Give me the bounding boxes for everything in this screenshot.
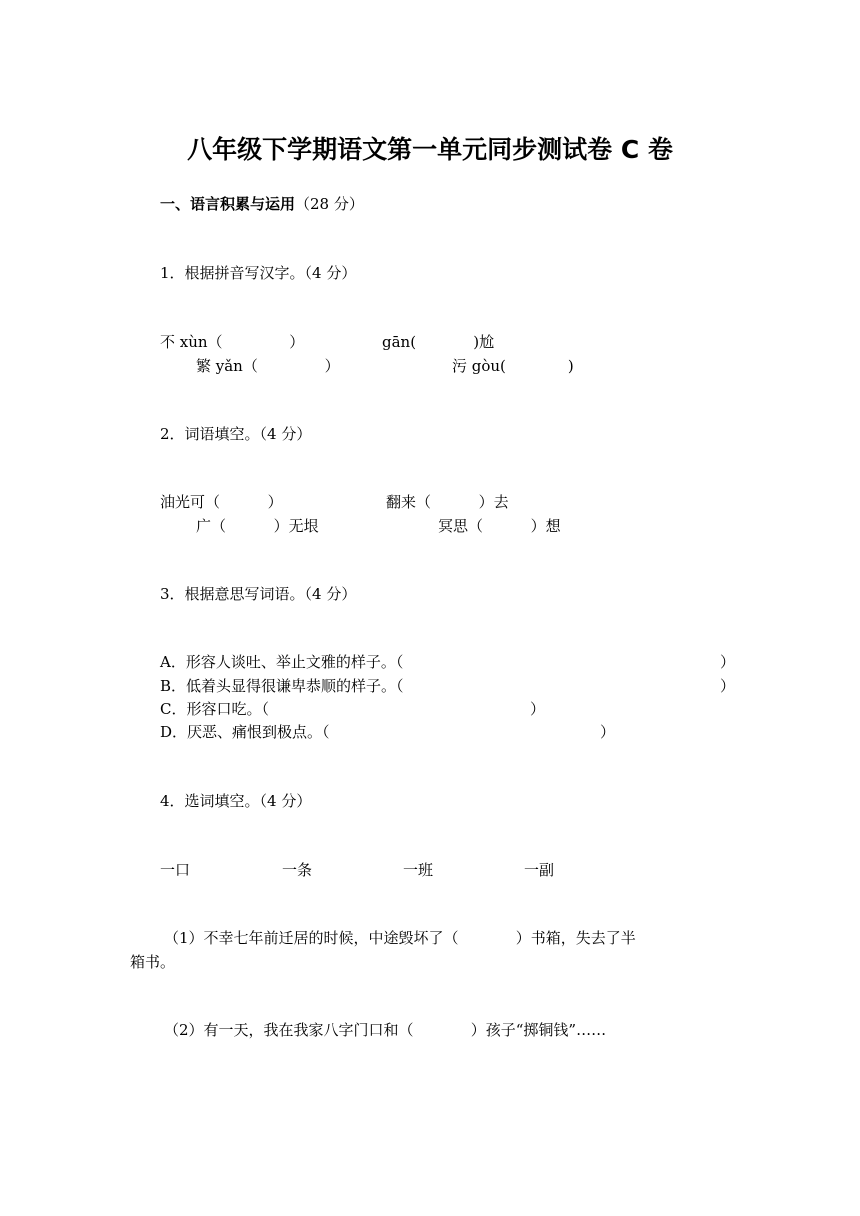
q2-item-4: 冥思（ ）想: [438, 517, 561, 535]
q4-sentence-1: （1）不幸七年前迁居的时候，中途毁坏了（ ）书箱，失去了半: [164, 929, 636, 947]
q1-heading: 1．根据拼音写汉字。（4 分）: [160, 264, 357, 282]
q4-option-1: 一口: [160, 861, 191, 879]
q2-heading: 2．词语填空。（4 分）: [160, 425, 312, 443]
q4-option-4: 一副: [524, 861, 555, 879]
q4-option-3: 一班: [403, 861, 434, 879]
section-heading: [160, 194, 364, 214]
q2-item-3: 广（ ）无垠: [196, 517, 319, 535]
q2-item-2: 翻来（ ）去: [386, 493, 509, 511]
q1-item-4: 污 gòu( ): [452, 357, 574, 375]
q3-heading: 3．根据意思写词语。（4 分）: [160, 585, 357, 603]
section-points: （28 分）: [295, 195, 364, 213]
q3-option-d: D．厌恶、痛恨到极点。（: [160, 723, 330, 741]
q3-option-d-close: ）: [600, 723, 616, 741]
q1-item-1: 不 xùn（ ）: [160, 333, 305, 351]
q4-option-2: 一条: [282, 861, 313, 879]
q3-option-a-close: ）: [720, 653, 736, 671]
q3-option-b: B．低着头显得很谦卑恭顺的样子。（: [160, 677, 404, 695]
q3-option-a: A．形容人谈吐、举止文雅的样子。（: [160, 653, 404, 671]
q4-sentence-1-cont: 箱书。: [130, 953, 176, 971]
q3-option-c: C．形容口吃。（: [160, 700, 269, 718]
section-heading-text: 一、语言积累与运用: [160, 195, 296, 213]
q4-heading: 4．选词填空。（4 分）: [160, 792, 312, 810]
q3-option-c-close: ）: [530, 700, 546, 718]
q1-item-2: gān( )尬: [382, 333, 495, 351]
q3-option-b-close: ）: [720, 677, 736, 695]
page-title: 八年级下学期语文第一单元同步测试卷 C 卷: [187, 135, 673, 164]
q2-item-1: 油光可（ ）: [160, 493, 283, 511]
q1-item-3: 繁 yǎn（ ）: [196, 357, 340, 375]
q4-sentence-2: （2）有一天，我在我家八字门口和（ ）孩子“掷铜钱”……: [164, 1021, 607, 1039]
